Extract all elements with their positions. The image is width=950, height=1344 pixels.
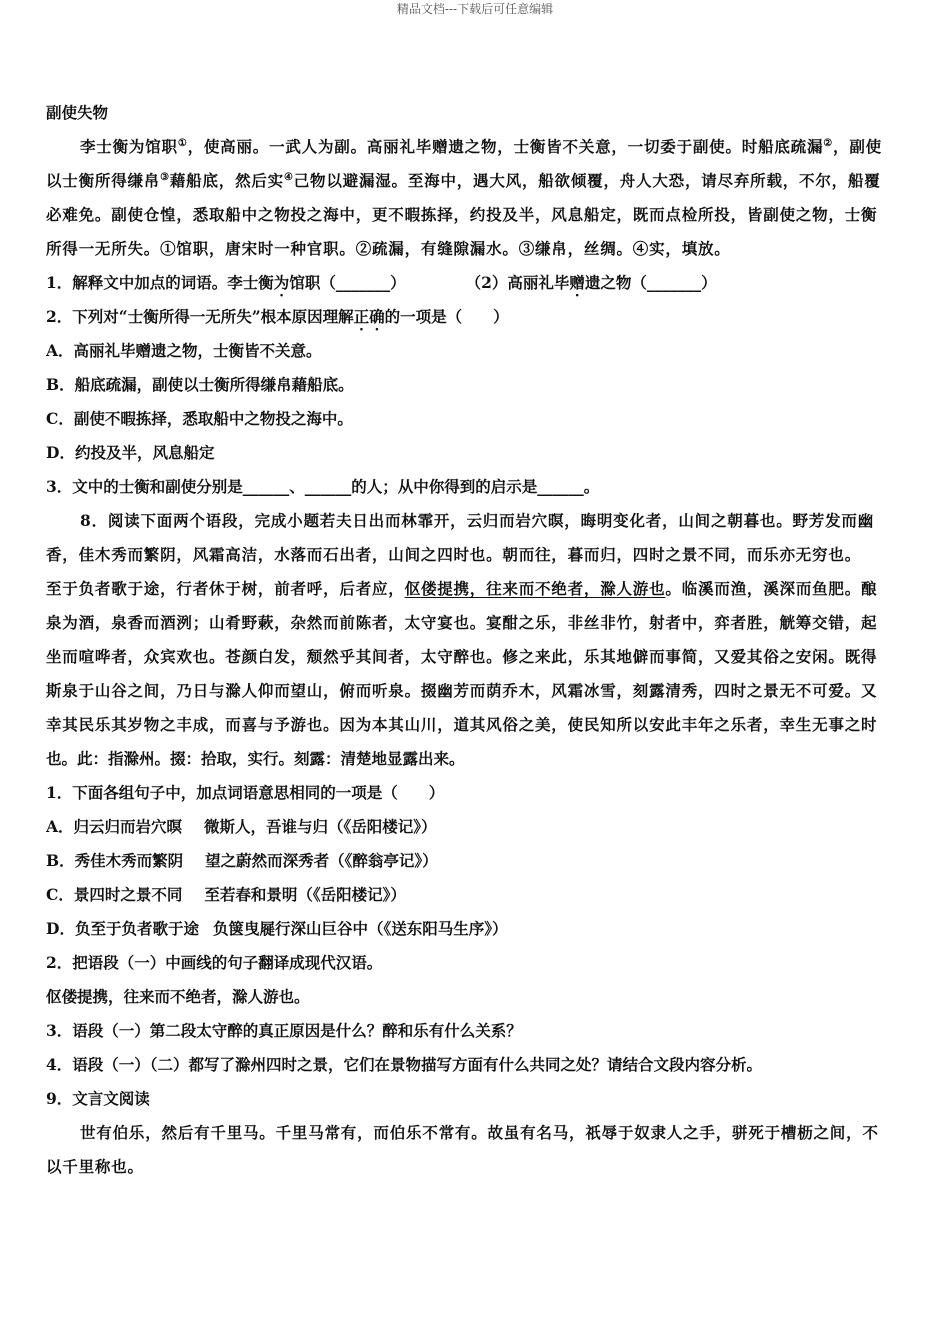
question-3: 3．文中的士衡和副使分别是______、______的人；从中你得到的启示是______。 (46, 477, 600, 496)
s8-question-3: 3．语段（一）第二段太守醉的真正原因是什么？醉和乐有什么关系？ (46, 1021, 522, 1040)
s8-question-2: 2．把语段（一）中画线的句子翻译成现代汉语。 (46, 953, 383, 972)
section-8-line: 泉为酒，泉香而酒洌；山肴野蔌，杂然而前陈者，太守宴也。宴酣之乐，非丝非竹，射者中，弈者胜，觥筹交错，起 (46, 613, 878, 632)
section-8-line: 幸其民乐其岁物之丰成，而喜与予游也。因为本其山川，道其风俗之美，使民知所以安此丰年之乐者，幸生无事之时 (46, 715, 878, 734)
document-body (46, 96, 904, 1184)
section-8-line: 香，佳木秀而繁阴，风霜高洁，水落而石出者，山间之四时也。朝而往，暮而归，四时之景不同，而乐亦无穷也。 (46, 545, 862, 564)
option-a: A．高丽礼毕赠遗之物，士衡皆不关意。 (46, 341, 322, 360)
option-b: B．船底疏漏，副使以士衡所得缣帛藉船底。 (46, 375, 354, 394)
question-1: 1．解释文中加点的词语。李士衡为馆职（_______） （2）高丽礼毕赠遗之物（_______） (46, 273, 717, 292)
page-header: 精品文档---下载后可任意编辑 (396, 2, 554, 16)
section-8-line: 斯泉于山谷之间，乃日与滁人仰而望山，俯而听泉。掇幽芳而荫乔木，风霜冰雪，刻露清秀，四时之景无不可爱。又 (46, 681, 878, 700)
section-8-line: 8．阅读下面两个语段，完成小题若夫日出而林霏开，云归而岩穴暝，晦明变化者，山间之朝暮也。野芳发而幽 (80, 511, 874, 530)
s8-question-4: 4．语段（一）（二）都写了滁州四时之景，它们在景物描写方面有什么共同之处？请结合文段内容分析。 (46, 1055, 763, 1074)
passage-line: 李士衡为馆职①，使高丽。一武人为副。高丽礼毕赠遗之物，士衡皆不关意，一切委于副使。时船底疏漏②，副使 (80, 137, 882, 156)
s8-option-c: C．景四时之景不同 至若春和景明（《岳阳楼记》） (46, 885, 406, 904)
s8-option-b: B．秀佳木秀而繁阴 望之蔚然而深秀者（《醉翁亭记》） (46, 851, 438, 870)
passage-line: 以士衡所得缣帛③藉船底，然后实④己物以避漏湿。至海中，遇大风，船欲倾覆，舟人大恐，请尽弃所载，不尔，船覆 (46, 171, 881, 190)
option-c: C．副使不暇拣择，悉取船中之物投之海中。 (46, 409, 353, 428)
s8-option-a: A．归云归而岩穴暝 微斯人，吾谁与归（《岳阳楼记》） (46, 817, 437, 836)
underlined-sentence: 伛偻提携，往来而不绝者，滁人游也 (404, 579, 666, 598)
section-9-line: 以千里称也。 (46, 1157, 144, 1176)
emphasis-dot-word: 赠 (569, 273, 585, 292)
option-d: D．约投及半，风息船定 (46, 443, 215, 462)
section-9-title: 9．文言文阅读 (46, 1089, 150, 1108)
passage-line: 所得一无所失。①馆职，唐宋时一种官职。②疏漏，有缝隙漏水。③缣帛，丝绸。④实，填放。 (46, 239, 731, 258)
section-8-line: 至于负者歌于途，行者休于树，前者呼，后者应，伛偻提携，往来而不绝者，滁人游也。临溪而渔，溪深而鱼肥。酿 (46, 579, 878, 598)
question-2-stem: 2．下列对“士衡所得一无所失”根本原因理解正确的一项是（ ） (46, 307, 509, 326)
s8-question-1: 1．下面各组句子中，加点词语意思相同的一项是（ ） (46, 783, 445, 802)
passage-title: 副使失物 (46, 103, 109, 122)
s8-option-d: D．负至于负者歌于途 负箧曳屣行深山巨谷中（《送东阳马生序》） (46, 919, 508, 938)
section-8-line: 也。此：指滁州。掇：拾取，实行。刻露：清楚地显露出来。 (46, 749, 465, 768)
emphasis-dot-word: 为 (273, 273, 290, 292)
section-8-line: 坐而喧哗者，众宾欢也。苍颜白发，颓然乎其间者，太守醉也。修之来此，乐其地僻而事简，又爱其俗之安闲。既得 (46, 647, 878, 666)
passage-line: 必难免。副使仓惶，悉取船中之物投之海中，更不暇拣择，约投及半，风息船定，既而点检所投，皆副使之物，士衡 (46, 205, 878, 224)
s8-question-2-sentence: 伛偻提携，往来而不绝者，滁人游也。 (46, 987, 310, 1006)
section-9-line: 世有伯乐，然后有千里马。千里马常有，而伯乐不常有。故虽有名马，祇辱于奴隶人之手，骈死于槽枥之间，不 (80, 1123, 879, 1142)
